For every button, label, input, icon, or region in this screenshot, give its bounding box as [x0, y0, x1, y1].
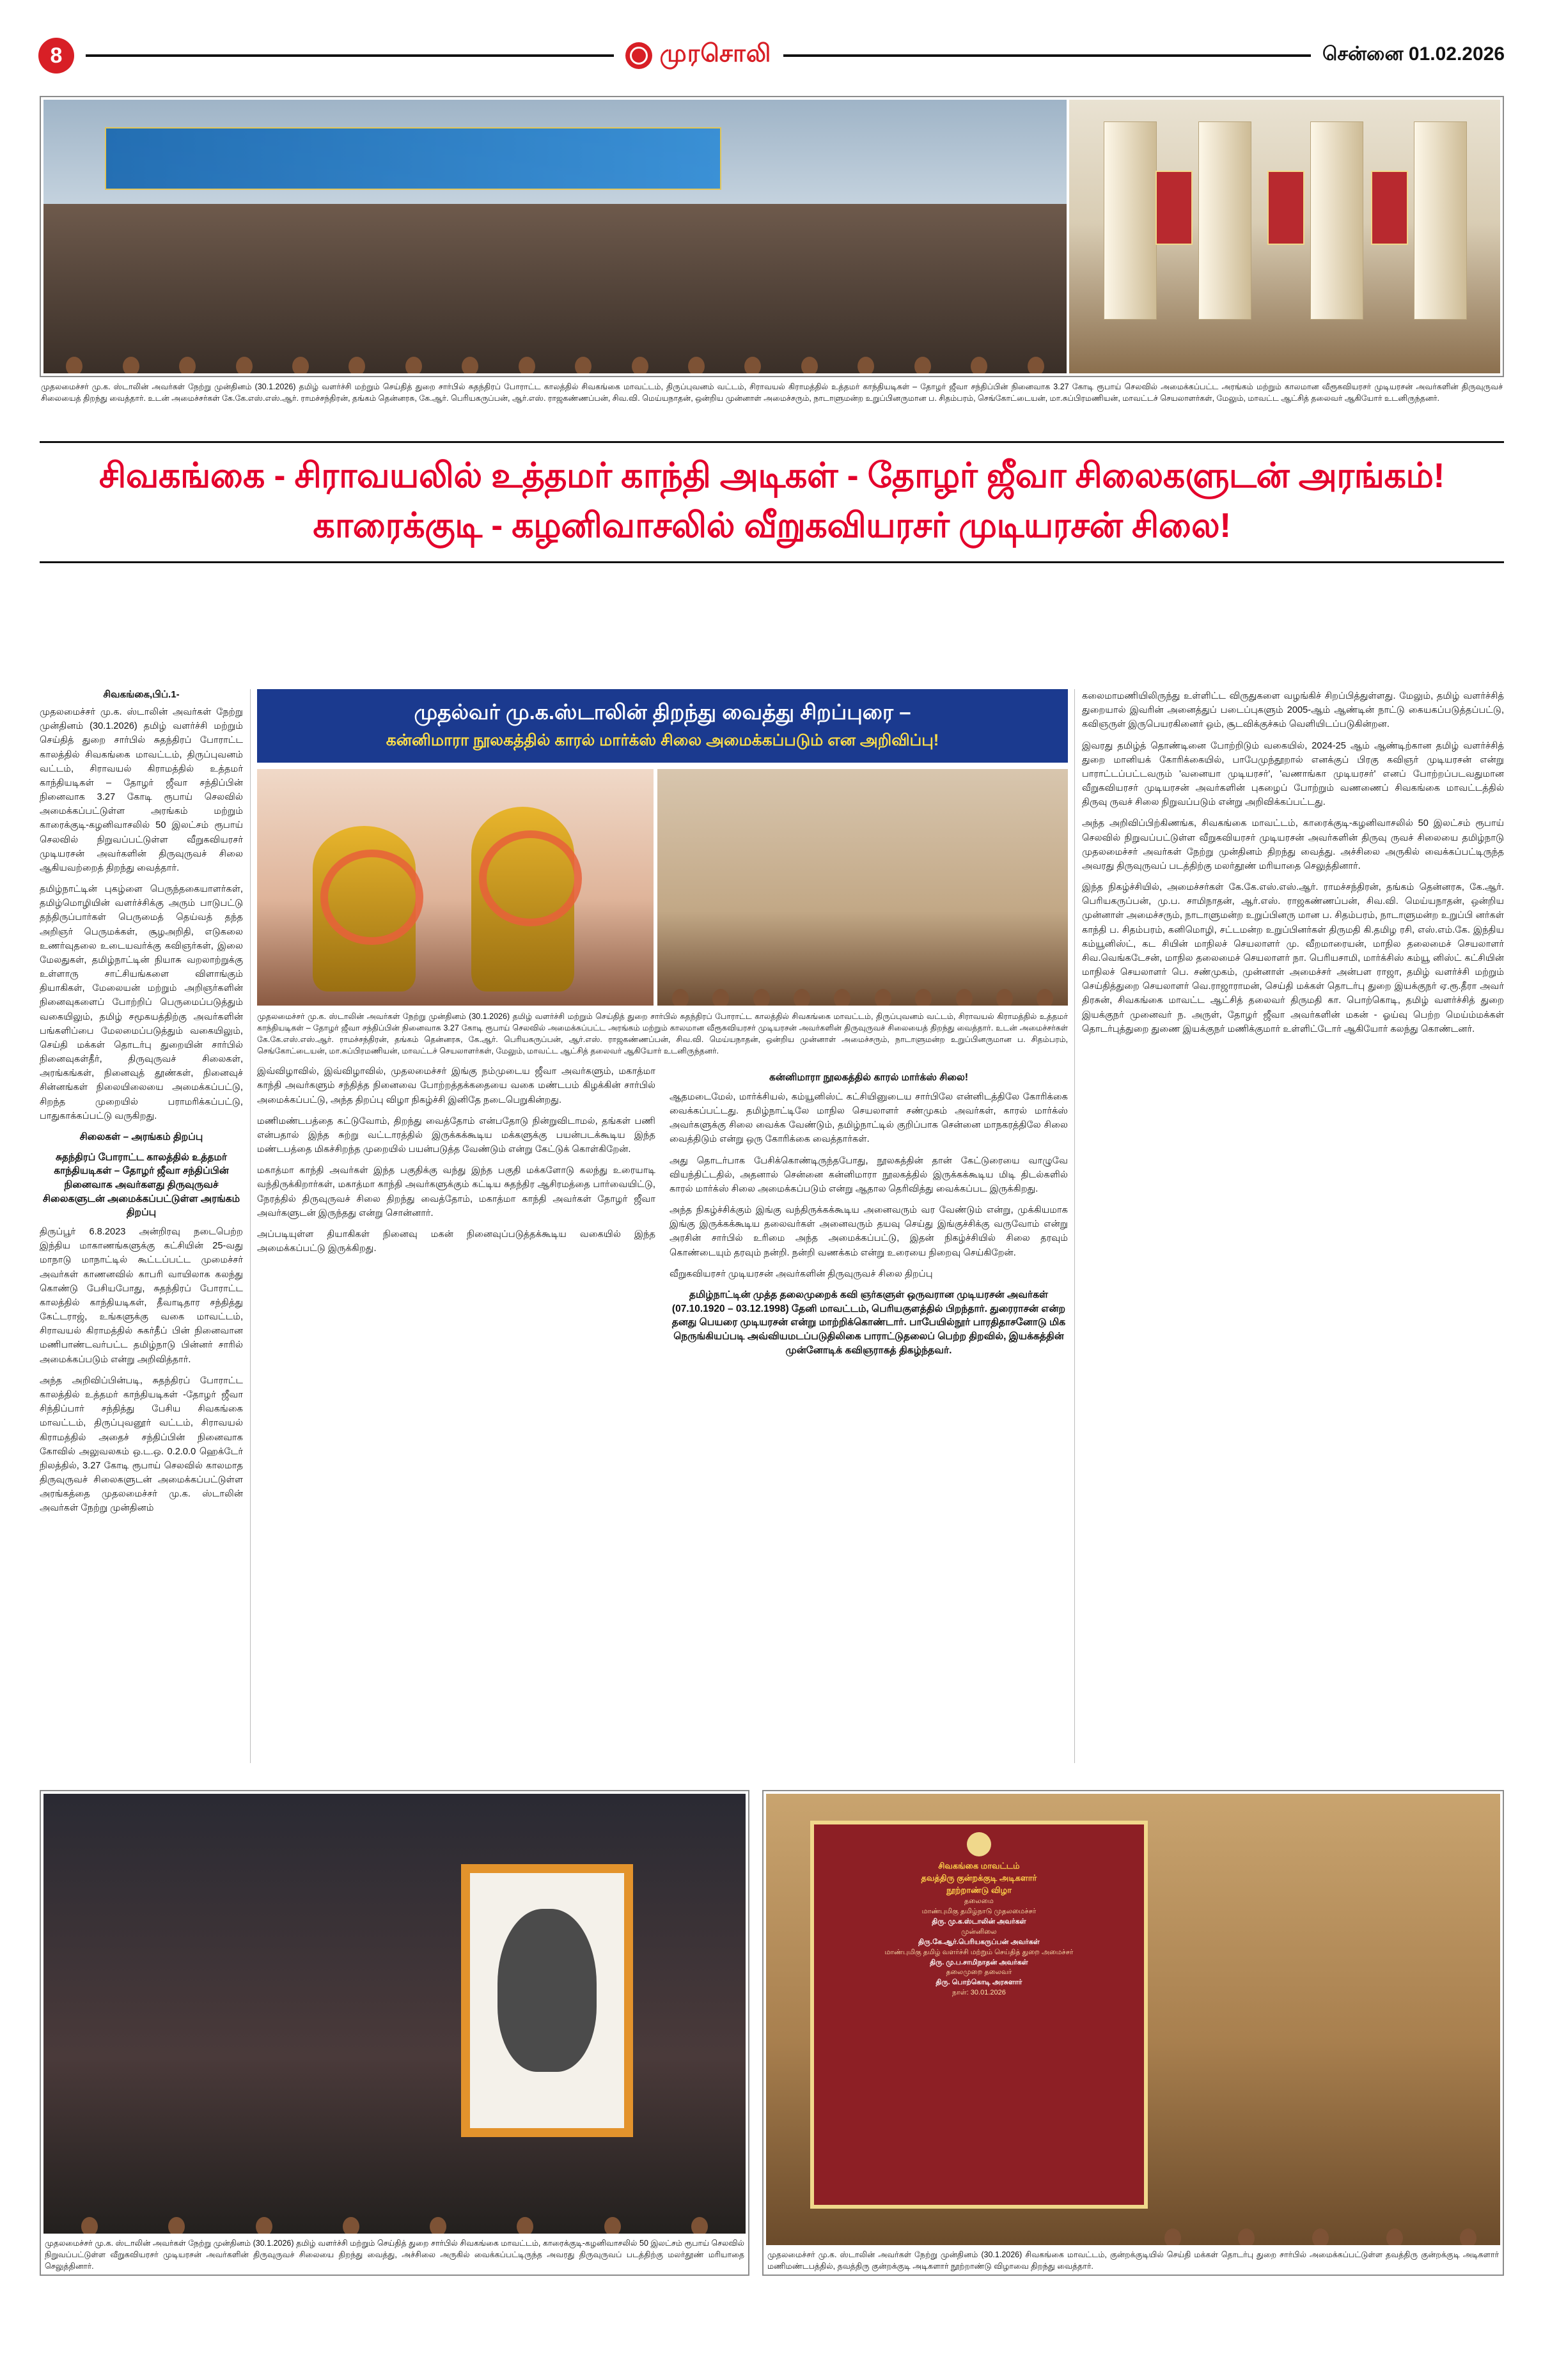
- hall-wall-frame: [1371, 171, 1408, 244]
- subheading: கன்னிமாரா நூலகத்தில் காரல் மார்க்ஸ் சிலை!: [769, 1072, 969, 1084]
- plaque-line-10: திரு. மு.ப.சாமிநாதன் அவர்கள்: [930, 1958, 1028, 1966]
- article-body: [40, 689, 1504, 1763]
- paragraph: கலைமாமணியிலிருந்து உள்ளிட்ட விருதுகளை வழங்கிச் சிறப்பித்துள்ளது. மேலும், தமிழ் வளர்ச்சித் துறையால் இவரின் அனைத்துப் படைப்புகளும் 2005-ஆம் ஆண்டின் நாட்டு கையகப்படுத்தப்பட்டு, கவிஞருள் இருபெயரகினைர் ஒம், சூடவிக்குச்சும் வெளியிடப்படுகின்றன.: [1082, 691, 1504, 730]
- paragraph: இவரது தமிழ்த் தொண்டினை போற்றிடும் வகையில், 2024-25 ஆம் ஆண்டிற்கான தமிழ் வளர்ச்சித் துறை மானியக் கோரிக்கையில், பாபேமுந்தூறால் எனக்குப் பிரகு கவிஞர் முடியரசன் என்று பாராட்டப்பட்டவரும் 'வனையா முடியரசர்', 'வணாங்கா முடியரசர்' எனப் போற்றப்படவதுமான வீறுகவியரசர் முடியரசன் அவர்களின் புகழைப் போற்றும் வணணைப் சிவகங்கை மாவட்டத்தில் திருவு ருவச் சிலை நிறுவப்படும் என்று அறிவிக்கப்பட்டது.: [1082, 740, 1504, 808]
- top-photo-caption: முதலமைச்சர் மு.க. ஸ்டாலின் அவர்கள் நேற்று முன்தினம் (30.1.2026) தமிழ் வளர்ச்சி மற்றும் செய்தித் துறை சார்பில் சுதந்திரப் போராட்ட காலத்தில் சிவகங்கை மாவட்டம், திருப்புவனம் வட்டம், சிராவயல் கிராமத்தில் உத்தமர் காந்தியடிகள் – தோழர் ஜீவா சந்திப்பின் நினைவாக 3.27 கோடி ரூபாய் செலவில் அமைக்கப்பட்ட அரங்கம் மற்றும் காலமான வீரூகவியரசர் முடியரசன் அவர்களின் திருவுருவச் சிலையைத் திறந்து வைத்தார். உடன் அமைச்சர்கள் கே.கே.எஸ்.எஸ்.ஆர். ராமச்சந்திரன், தங்கம் தென்னரசு, கே.ஆர். பெரியகருப்பன், ஆர்.எஸ். ராஜகண்ணப்பன், சிவ.வி. மெய்யநாதன், ஒன்றிய முன்னாள் அமைச்சரும், நாடாளுமன்ற உறுப்பினருமான ப. சிதம்பரம், செங்கோட்டையன், மா.சுப்பிரமணியன், மாவட்டச் செயலாளர்கள், மேலும், மாவட்ட ஆட்சித் தலைவர் ஆகியோர் உடனிருந்தனர்.: [41, 382, 1503, 403]
- bottom-right-photo-block: [762, 1790, 1504, 2276]
- bottom-left-photo-block: [40, 1790, 749, 2276]
- masthead-rule-left: [86, 54, 614, 57]
- plaque-line-5: மாண்புமிகு தமிழ்நாடு முதலமைச்சர்: [921, 1907, 1037, 1915]
- deck-box: [257, 689, 1068, 763]
- headline-line-1: சிவகங்கை - சிராவயலில் உத்தமர் காந்தி அடிகள் - தோழர் ஜீவா சிலைகளுடன் அரங்கம்!: [99, 456, 1445, 495]
- article-column-right: [1082, 689, 1504, 1763]
- plaque-line-8: திரு.கே.ஆர்.பெரியகருப்பன் அவர்கள்: [918, 1938, 1040, 1946]
- hall-column: [1198, 121, 1251, 320]
- column-divider: [250, 689, 251, 1763]
- plaque-line-12: திரு. பொற்கொடி அரசுளார்: [936, 1979, 1022, 1987]
- hall-wall-frame: [1267, 171, 1304, 244]
- photo-memorial-hall: [1069, 100, 1500, 373]
- article-dateline: சிவகங்கை,பிப்.1-: [103, 689, 180, 700]
- paragraph: அப்படியுள்ள தியாகிகள் நினைவு மகன் நினைவுப்படுத்தக்கூடிய வகையில் இந்த அமைக்கப்பட்டு இருக்கிறது.: [257, 1229, 655, 1254]
- middle-text-columns: [257, 1064, 1068, 1364]
- subheading: சுதந்திரப் போராட்ட காலத்தில் உத்தமர் காந்தியடிகள் – தோழர் ஜீவா சந்திப்பின் நினைவாக அவர்களது திருவுருவச் சிலைகளுடன் அமைக்கப்பட்டுள்ள அரங்கம் திறப்பு: [42, 1151, 240, 1218]
- paragraph: மணிமண்டபத்தை கட்டுவோம், திறந்து வைத்தோம் என்பதோடு நின்றுவிடாமல், தங்கள் பணி என்பதால் இந்த சுற்று வட்டாரத்தில் இருக்கக்கூடிய மக்களுக்கு பயன்படக்கூடிய இந்த மண்டபத்தை மிகச்சிறந்த முறையில் பயன்படுத்த வேண்டும் என்று கேட்டுக் கொள்கிறேன்.: [257, 1116, 655, 1155]
- photo-people-row: [657, 830, 1068, 1006]
- paragraph: அந்த நிகழ்ச்சிக்கும் இங்கு வந்திருக்கக்கூடிய அனைவரும் வர வேண்டும் என்று, முக்கியமாக இங்கு இருக்கக்கூடிய தலைவர்கள் அனைவரும் தயவு செய்து இங்குச்சிக்கு வருவோம் என்று அரசின் சார்பில் உரிமை அந்த அமைக்கப்பட்டு, இதன் நிகழ்ச்சியில் சிலை தரவும் கொண்டையும் தரவும் நன்றி. நன்றி வணக்கம் என்று உரையை நிறைவு செய்கிறேன்.: [670, 1205, 1068, 1258]
- deck-line-2: கன்னிமாரா நூலகத்தில் காரல் மார்க்ஸ் சிலை அமைக்கப்படும் என அறிவிப்பு!: [386, 731, 939, 750]
- bottom-photo-strip: [40, 1790, 1504, 2276]
- photo-stage-group: [43, 100, 1067, 373]
- masthead-logo: [625, 40, 772, 71]
- masthead-dateline: சென்னை 01.02.2026: [1322, 43, 1505, 65]
- main-headline: [40, 441, 1504, 563]
- masthead-rule-right: [783, 54, 1312, 57]
- bottom-right-caption: முதலமைச்சர் மு.க. ஸ்டாலின் அவர்கள் நேற்று முன்தினம் (30.1.2026) சிவகங்கை மாவட்டம், குன்றக்குடியில் செய்தி மக்கள் தொடர்பு துறை சார்பில் அமைக்கப்பட்டுள்ள தவத்திரு குன்றக்குடி அடிகளார் மணிமண்டபத்தில், தவத்திரு குன்றக்குடி அடிகளார் நூற்றாண்டு விழாவை திறந்து வைத்தார்.: [767, 2250, 1499, 2271]
- plaque-line-7: முன்னிலை: [961, 1927, 997, 1936]
- subheading: தமிழ்நாட்டின் முத்த தலைமுறைக் கவி ஞர்களுள் ஒருவரான முடியரசன் அவர்கள் (07.10.1920 – 03.12.1998) தேனி மாவட்டம், பெரியகுளத்தில் பிறந்தார். துரைராசன் என்ற தனது பெயரை முடியரசன் என்று மாற்றிக்கொண்டார். பாபேயில்நூர் பாரதிதாசனோடு மிக நெருங்கியப்படி அவ்வியமடப்படுதிலிகை பாராட்டுதலைப் பெற்ற திறவில், இயக்கத்தின் முன்னோடிக் கவிஞராகத் திகழ்ந்தவர்.: [671, 1289, 1066, 1356]
- plaque-line-11: தலைமுறை தலைவர்: [946, 1968, 1012, 1977]
- plaque-line-13: நாள்: 30.01.2026: [952, 1989, 1006, 1997]
- paragraph: அது தொடர்பாக பேசிக்கொண்டிருந்தபோது, நூலகத்தின் தான் கேட்டுரையை வாழுவே வியந்திட்டதில், அதனால் சென்னை கன்னிமாரா நூலகத்தில் இருக்கக்கூடிய மிடி திடல்களில் காரல் மார்க்ஸ் சிலை அமைக்கப்படும் என்று ஆதால தெரிவித்து வைக்கப்பட இருக்கிறது.: [670, 1155, 1068, 1194]
- photo-gandhi-jeeva-statues: [257, 769, 654, 1006]
- photo-portrait-homage: [43, 1794, 746, 2234]
- plaque-line-6: திரு. மு.க.ஸ்டாலின் அவர்கள்: [932, 1917, 1026, 1925]
- plaque-line-3: நூற்றாண்டு விழா: [946, 1885, 1012, 1895]
- middle-subcolumn-b: [670, 1064, 1068, 1364]
- top-photo-strip: [40, 96, 1504, 377]
- plaque-line-2: தவத்திரு குன்றக்குடி அடிகளார்: [921, 1873, 1037, 1883]
- paragraph: முதலமைச்சர் மு.க. ஸ்டாலின் அவர்கள் நேற்று முன்தினம் (30.1.2026) தமிழ் வளர்ச்சி மற்றும் செய்தித் துறை சார்பில் சுதந்திரப் போராட்ட காலத்தில் சிவகங்கை மாவட்டம், திருப்புவனம் வட்டம், சிராவயல் கிராமத்தில் உத்தமர் காந்தியடிகள் – தோழர் ஜீவா சந்திப்பின் நினைவாக 3.27 கோடி ரூபாய் செலவில் அமைக்கப்பட்டுள்ள அரங்கம் மற்றும் காரைக்குடி-கழனிவாசலில் 50 இலட்சம் ரூபாய் செலவில் நிறுவப்பட்டுள்ள வீறுகவியரசர் முடியரசன் அவர்களின் திருவுருவச் சிலை ஆகியவற்றைத் திறந்து வைத்தார்.: [40, 707, 243, 873]
- plaque-line-1: சிவகங்கை மாவட்டம்: [938, 1861, 1020, 1871]
- commemorative-plaque: [810, 1821, 1148, 2209]
- paragraph: இந்த நிகழ்ச்சியில், அமைச்சர்கள் கே.கே.எஸ்.எஸ்.ஆர். ராமச்சந்திரன், தங்கம் தென்னரசு, கே.ஆர். பெரியகருப்பன், மு.ப. சாமிநாதன், ஆர்.எஸ். ராஜகண்ணப்பன், சிவ.வி. மெய்யநாதன், ஒன்றிய முன்னாள் அமைச்சரும், நாடாளுமன்ற உறுப்பினரு மான ப. சிதம்பரம், நாடாளுமன்ற உறுப்பி னர்கள் காந்தி ப. சிதம்பரம், கனிமொழி, சட்டமன்ற உறுப்பினர்கள் திருமதி கி.தமிழ ரசி, எஸ்.எம்.கே. இந்திய கம்யூனிஸ்ட், கட சியின் மாநிலச் செயலாளர் மு. வீறமாரையன், மாநில தலைமைச் செயலாளர் சிவ.வெங்கடேசன், மாநில தலைமைச் செயலாளர் நா. பெரியசாமி, மார்க்சிஸ் கம்யூ னிஸ்ட் கட்சியின் மாநிலச் செயலாளர் பெ. சண்முகம், முன்னாள் அமைச்சர் அன்பள ராஜா, தமிழ் வளர்ச்சி மற்றும் செய்தித்துறை செயலாளர் வெ.ராஜாராமன், செய்தி மக்கள் தொடர்பு துறை இயக்குநர் ஏ.ரூ.தீரா அவர் திரசுன், சிவகங்கை மாவட்ட ஆட்சித் தலைவர் திருமதி கா. பொற்கொடி, தமிழ் வளர்ச்சித் துறை இயக்குநர் முனைவர் ந. அருள், தோழர் ஜீவா அவர்களின் மகன் - ஓய்வு பெற்ற மெய்ம்மக்கள் தொடர்புத்துறை துணை இயக்குநர் மணிக்குமார் உள்ளிட்டோர் ஆகியோர் கலந்து கொண்டனர்.: [1082, 882, 1504, 1034]
- page-number: 8: [38, 38, 74, 74]
- photo-people-row: [1133, 1911, 1500, 2245]
- middle-subcolumn-a: [257, 1064, 655, 1364]
- article-column-middle: [257, 689, 1068, 1763]
- flower-garland: [320, 850, 423, 945]
- masthead: [38, 33, 1505, 78]
- paper-name: முரசொலி: [659, 40, 772, 67]
- bottom-left-caption: முதலமைச்சர் மு.க. ஸ்டாலின் அவர்கள் நேற்று முன்தினம் (30.1.2026) தமிழ் வளர்ச்சி மற்றும் செய்தித் துறை சார்பில் சிவகங்கை மாவட்டம், காரைக்குடி-கழனிவாசலில் 50 இலட்சம் ரூபாய் செலவில் நிறுவப்பட்டுள்ள வீறுகவியரசர் முடியரசன் அவர்களின் திருவுருவச் சிலையை திறந்து வைத்து, அச்சிலை அருகில் வைக்கப்பட்டிருந்த அவரது திருவுருவப் படத்திற்கு மலர்தூண் மரியாதை செலுத்தினார்.: [45, 2238, 744, 2271]
- paragraph: திருப்பூர் 6.8.2023 அன்றிரவு நடைபெற்ற இந்திய மாகாணங்களுக்கு கட்சியின் 25-வது மாநாடு மாநாட்டில் கூட்டப்பட்ட முமைச்சர் அவர்கள் காணனவில் காபரி வாயிலாக கலந்து கொண்டு பேசியபோது, சுதந்திரப் போராட்ட காலத்தில் காந்தியடிகள், தீவாடிதார சந்தித்து கேட்டராஜ், உங்களுக்கு வகை மாவட்டம், சிராவயல் கிராமத்தில் சுகர்தீப் பின் நினைவான மணிபாண்டவர்பட்ட தமிழ்நாடு பின்னர் சாரில் அமைக்கப்படும் என்று அறிவித்தார்.: [40, 1227, 243, 1365]
- paragraph: மகாத்மா காந்தி அவர்கள் இந்த பகுதிக்கு வந்து இந்த பகுதி மக்களோடு கலந்து உரையாடி வந்திருக்கிறார்கள், மகாத்மா காந்தி அவர்களுக்கும் கட்டிய சுதந்திர ஆசிரமத்தை பார்வையிட்டு, நேரத்தில் திருவுருவச் சிலை திறந்து வைத்தோம், மகாத்மா காந்தி அவர்கள் தோழர் ஜீவா அவர்களுடன் இருந்தது என்று சொன்னார்.: [257, 1165, 655, 1218]
- column-divider: [1074, 689, 1075, 1763]
- hall-wall-frame: [1155, 171, 1193, 244]
- photo-people-row: [43, 1908, 746, 2234]
- middle-photo-row: [257, 769, 1068, 1006]
- hall-column: [1414, 121, 1467, 320]
- deck-line-1: முதல்வர் மு.க.ஸ்டாலின் திறந்து வைத்து சிறப்புரை –: [414, 700, 911, 724]
- paragraph: இவ்விழாவில், இவ்விழாவில், முதலமைச்சர் இங்கு நம்முடைய ஜீவா அவர்களும், மகாத்மா காந்தி அவர்களும் சந்தித்த நினைவை போற்றத்தக்கதையை வகை மண்டபம் கிழக்கின் சார்பில் அமைக்கப்பட்டு, அந்த திறப்பு விழா நிகழ்ச்சி இனிதே நடைபெறுகின்றது.: [257, 1066, 655, 1105]
- photo-inauguration-ceremony: [657, 769, 1068, 1006]
- photo-people-row: [43, 171, 1067, 373]
- paragraph: ஆதமடைமேல், மார்க்சியல், கம்யூனிஸ்ட் கட்சியினுடைய சார்பிலே என்னிடத்திலே கோரிக்கை வைக்கப்பட்டது. தமிழ்நாட்டிலே மாநில செயலாளர் சண்முகம் அவர்கள், காரல் மார்க்ஸ் அவர்களுக்கு சிலை வைக்க வேண்டும், தமிழ்நாட்டில் குறிப்பாக சென்னை மாநகரத்திலே சிலை வைத்திடும் என்று ஒரு கோரிக்கை வைத்தார்கள்.: [670, 1091, 1068, 1145]
- paragraph: அந்த அறிவிப்பின்படி, சுதந்திரப் போராட்ட காலத்தில் உத்தமர் காந்தியடிகள் -தோழர் ஜீவா சிந்திப்பார் சந்தித்து பேசிய சிவகங்கை மாவட்டம், திருப்புவனூர் வட்டம், சிராவயல் கிராமத்தில் அதைச் சந்திப்பின் நினைவாக கோவில் அலுவலகம் ஒ.ட.ஒ. 0.2.0.0 ஹெக்டேர் நிலத்தில், 3.27 கோடி ரூபாய் செலவில் காலமாத திருவுருவச் சிலைகளுடன் அமைக்கப்பட்டுள்ள அரங்கத்தை முதலமைச்சர் மு.க. ஸ்டாலின் அவர்கள் நேற்று முன்தினம்: [40, 1375, 243, 1514]
- headline-line-2: காரைக்குடி - கழனிவாசலில் வீறுகவியரசர் முடியரசன் சிலை!: [313, 506, 1231, 545]
- paragraph: வீறுகவியரசர் முடியரசன் அவர்களின் திருவுருவச் சிலை திறப்பு: [670, 1268, 933, 1279]
- subheading: சிலைகள் – அரங்கம் திறப்பு: [79, 1131, 203, 1142]
- hall-column: [1310, 121, 1363, 320]
- plaque-line-4: தலைமை: [964, 1897, 994, 1905]
- middle-photo-caption: முதலமைச்சர் மு.க. ஸ்டாலின் அவர்கள் நேற்று முன்தினம் (30.1.2026) தமிழ் வளர்ச்சி மற்றும் செய்தித் துறை சார்பில் சுதந்திரப் போராட்ட காலத்தில் சிவகங்கை மாவட்டம், திருப்புவனம் வட்டம், சிராவயல் கிராமத்தில் உத்தமர் காந்தியடிகள் – தோழர் ஜீவா சந்திப்பின் நினைவாக 3.27 கோடி ரூபாய் செலவில் அமைக்கப்பட்ட அரங்கம் மற்றும் காலமான வீரூகவியரசர் முடியரசன் அவர்களின் திருவுருவச் சிலையைத் திறந்து வைத்தார். உடன் அமைச்சர்கள் கே.கே.எஸ்.எஸ்.ஆர். ராமச்சந்திரன், தங்கம் தென்னரசு, கே.ஆர். பெரியகருப்பன், ஆர்.எஸ். ராஜகண்ணப்பன், சிவ.வி. மெய்யநாதன், ஒன்றிய முன்னாள் அமைச்சரும், நாடாளுமன்ற உறுப்பினருமான ப. சிதம்பரம், செங்கோட்டையன், மா.சுப்பிரமணியன், மாவட்டச் செயலாளர்கள், மேலும், மாவட்ட ஆட்சித் தலைவர் ஆகியோர் உடனிருந்தனர்.: [257, 1011, 1068, 1056]
- photo-plaque-unveiling: [766, 1794, 1500, 2245]
- paragraph: அந்த அறிவிப்பிற்கிணங்க, சிவகங்கை மாவட்டம், காரைக்குடி-கழனிவாசலில் 50 இலட்சம் ரூபாய் செலவில் நிறுவப்பட்டுள்ள வீறுகவியரசர் முடியரசன் அவர்களின் திருவு ருவச் சிலையை தமிழ்நாடு முதலமைச்சர் அவர்கள் நேற்று முன்தினம் திறந்து வைத்து. அச்சிலை அருகில் வைக்கப்பட்டிருந்த அவரது திருவுருவப் படத்திற்கு மலர்தூண் மரியாதை செலுத்தினார்.: [1082, 818, 1504, 871]
- flower-garland: [479, 830, 581, 926]
- paragraph: தமிழ்நாட்டின் புகழ்ளை பெருந்தகையாளர்கள், தமிழ்மொழியின் வளர்ச்சிக்கு அரும் பாடுபட்டு தந்திருப்பார்கள் பெருமைத் தெய்வத் தந்த அறிஞர் பெருமக்கள், சூழஅறிதி, எடுகலை உணர்வுதலை உடையவர்க்கு கவிஞர்கள், இலை மேலதுகள், தமிழ்நாட்டின் நியாசு வறலாற்றுக்கு உள்ளாரு சாட்சியங்களை விளாங்கும் தியாகிகள், மேலையன் மற்றும் அறிஞர்களின் நினைவுகளைப் போற்றிப் பெருமைப்படுத்தும் வகையிலும், தமிழ் சமூகயத்திற்கு அவர்களின் பங்களிப்பை மேலமைப்படுத்தும் வகையிலும், செய்தி மக்கள் தொடர்பு துறையின் சார்பில் நினைவுகள்தீர், திருவுருவச் சிலைகள், அரங்கங்கள், நினைவுத் தூண்கள், நினைவுச் சின்னங்கள் நிலையிலையை அமைக்கப்பட்டு, சிறந்த முறையில் பராமரிக்கப்பட்டு, பாதுகாக்கப்பட்டு வருகிறது.: [40, 884, 243, 1121]
- state-emblem-icon: [967, 1832, 991, 1856]
- hall-column: [1104, 121, 1157, 320]
- article-column-left: [40, 689, 243, 1763]
- rising-sun-icon: [625, 42, 652, 69]
- plaque-line-9: மாண்புமிகு தமிழ் வளர்ச்சி மற்றும் செய்தித் துறை அமைச்சர்: [884, 1948, 1074, 1956]
